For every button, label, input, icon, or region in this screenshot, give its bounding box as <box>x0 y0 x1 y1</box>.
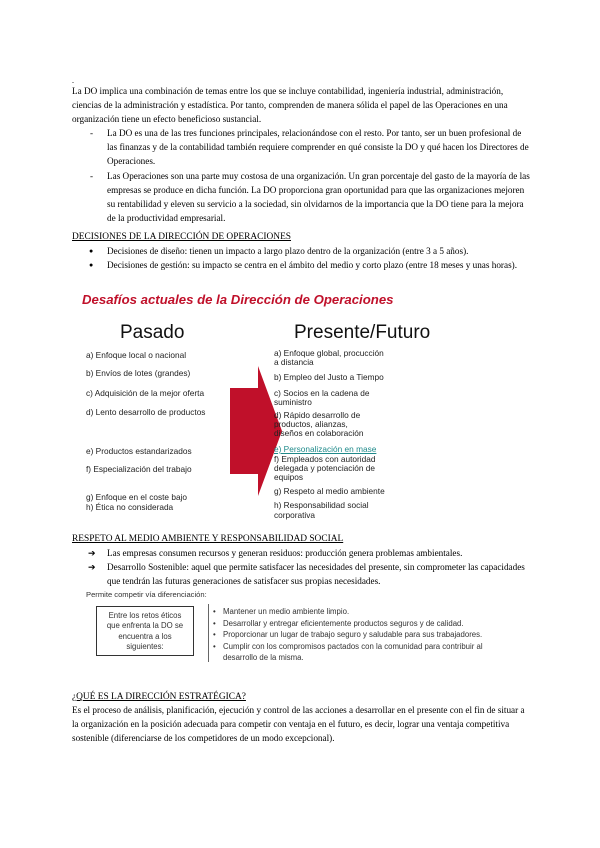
past-item: c) Adquisición de la mejor oferta <box>86 388 205 398</box>
ethics-item: • Proporcionar un lugar de trabajo seguro y saludable para sus trabajadores. <box>212 629 483 641</box>
future-item-highlight: e) Personalización en mase <box>274 444 377 454</box>
ethics-item: • Desarrollar y entregar eficientemente productos seguros y de calidad. <box>212 618 483 630</box>
past-item: h) Ética no considerada <box>86 502 174 512</box>
box-line: encuentra a los <box>118 631 172 641</box>
future-item: equipos <box>274 472 304 482</box>
dash-list <box>90 126 530 225</box>
decisiones-heading: DECISIONES DE LA DIRECCIÓN DE OPERACIONES <box>72 232 292 242</box>
figure-caption: Permite competir vía diferenciación: <box>86 590 207 599</box>
past-item: a) Enfoque local o nacional <box>86 350 187 360</box>
future-item: d) Rápido desarrollo de <box>274 410 361 420</box>
ethics-list <box>212 606 483 664</box>
future-item: c) Socios en la cadena de <box>274 388 370 398</box>
past-title: Pasado <box>120 322 185 343</box>
estrategica-heading: ¿QUÉ ES LA DIRECCIÓN ESTRATÉGICA? <box>72 692 246 702</box>
ethics-figure <box>84 590 524 680</box>
leading-dot: . <box>72 76 74 85</box>
challenges-figure <box>72 292 532 532</box>
past-item: b) Envíos de lotes (grandes) <box>86 368 191 378</box>
future-item: delegada y potenciación de <box>274 463 376 473</box>
dash-item: - Las Operaciones son una parte muy costosa de una organización. Un gran porcentaje del gasto de la mayoría de las empresas se produce en dicha función. La DO proporciona gran oportunidad para que las organizaciones mejoren su rentabilidad y eleven su servicio a la sociedad, sin olvidarnos de la importancia que la DO tiene para la mejora de la productividad empresarial. <box>90 169 530 226</box>
future-item: corporativa <box>274 510 316 520</box>
future-item: productos, alianzas, <box>274 419 348 429</box>
respeto-item: ➔ Las empresas consumen recursos y generan residuos: producción genera problemas ambientales. <box>90 546 530 560</box>
ethics-item-continuation: desarrollo de la misma. <box>223 653 304 663</box>
future-item: b) Empleo del Justo a Tiempo <box>274 372 384 382</box>
decisiones-list <box>90 244 530 272</box>
past-item: g) Enfoque en el coste bajo <box>86 492 188 502</box>
estrategica-paragraph: Es el proceso de análisis, planificación, ejecución y control de las acciones a desarrollar en el presente con el fin de situar a la organización en la posición adecuada para competir con ventaja en el futuro, es decir, lograr una ventaja competitiva sostenible (diferenciarse de los competidores de un modo excepcional). <box>72 705 525 744</box>
future-item: f) Empleados con autoridad <box>274 454 376 464</box>
future-item: a distancia <box>274 357 314 367</box>
ethics-item: • Cumplir con los compromisos pactados con la comunidad para contribuir al <box>212 641 483 653</box>
bracket-line <box>208 604 209 662</box>
past-item: f) Especialización del trabajo <box>86 464 192 474</box>
ethics-item: • Mantener un medio ambiente limpio. <box>212 606 483 618</box>
box-line: Entre los retos éticos <box>108 611 182 620</box>
respeto-list <box>90 546 530 589</box>
respeto-item: ➔ Desarrollo Sostenible: aquel que permite satisfacer las necesidades del presente, sin comprometer las capacidades que tendrán las futuras generaciones de satisfacer sus propias necesidades. <box>90 560 530 588</box>
future-title: Presente/Futuro <box>294 322 431 343</box>
ethics-box <box>96 606 194 656</box>
decisiones-item: ● Decisiones de gestión: su impacto se centra en el ámbito del medio y corto plazo (entre 18 meses y unas horas). <box>90 258 530 272</box>
intro-paragraph: La DO implica una combinación de temas entre los que se incluye contabilidad, ingeniería industrial, administración, ciencias de la administración y estadística. Por tanto, comprenden de manera sólida el papel de las Operaciones en una organización tiene un efecto beneficioso sustancial. <box>72 86 508 125</box>
respeto-heading: RESPETO AL MEDIO AMBIENTE Y RESPONSABILIDAD SOCIAL <box>72 534 344 544</box>
future-item: suministro <box>274 397 312 407</box>
figure-title: Desafíos actuales de la Dirección de Operaciones <box>82 292 394 307</box>
dash-item: - La DO es una de las tres funciones principales, relacionándose con el resto. Por tanto, ser un buen profesional de las finanzas y de la contabilidad también requiere comprender en qué consiste la DO y qué hacen los Directores de Operaciones. <box>90 126 530 169</box>
decisiones-item: ● Decisiones de diseño: tienen un impacto a largo plazo dentro de la organización (entre 3 a 5 años). <box>90 244 530 258</box>
box-line: que enfrenta la DO se <box>106 621 184 631</box>
past-item: d) Lento desarrollo de productos <box>86 407 206 417</box>
future-item: h) Responsabilidad social <box>274 500 369 510</box>
past-item: e) Productos estandarizados <box>86 446 192 456</box>
future-item: diseños en colaboración <box>274 428 364 438</box>
future-item: a) Enfoque global, procucción <box>274 348 384 358</box>
box-line: siguientes: <box>126 642 164 652</box>
future-item: g) Respeto al medio ambiente <box>274 486 385 496</box>
